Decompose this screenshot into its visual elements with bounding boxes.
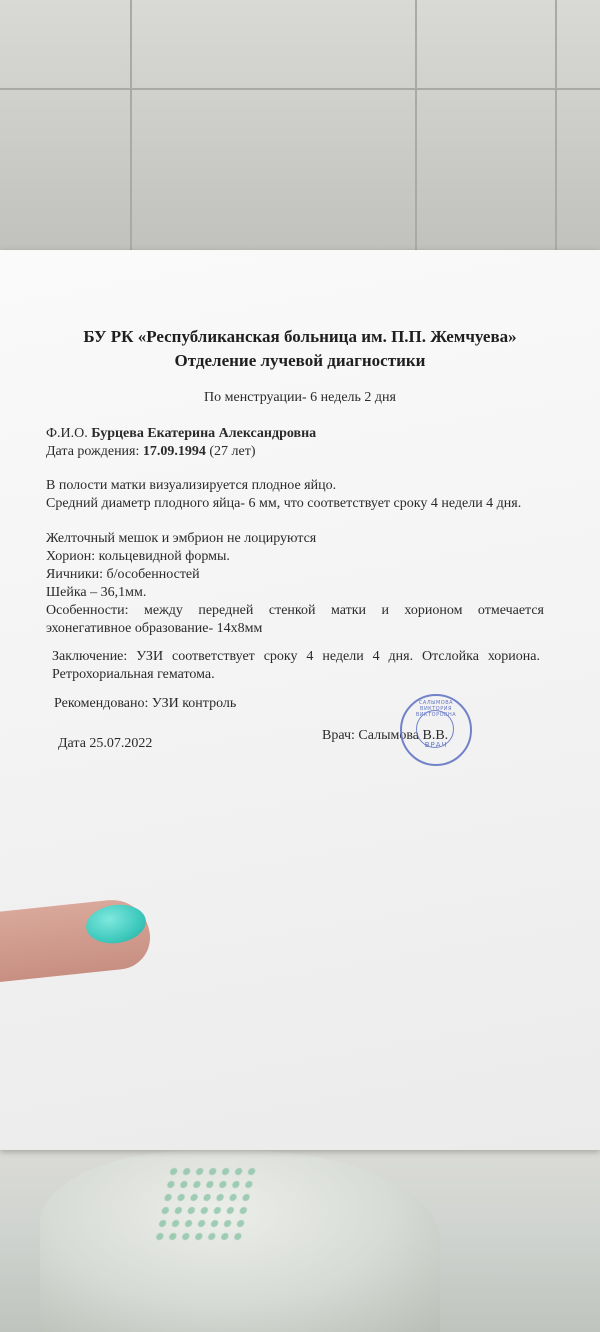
tile-grout bbox=[130, 0, 132, 260]
dob-label: Дата рождения: bbox=[46, 444, 140, 459]
patient-name-label: Ф.И.О. bbox=[46, 426, 88, 441]
finding-item: Яичники: б/особенностей bbox=[46, 567, 200, 582]
report-date: Дата 25.07.2022 bbox=[58, 736, 153, 751]
patient-name: Бурцева Екатерина Александровна bbox=[91, 426, 317, 441]
finding-item: Хорион: кольцевидной формы. bbox=[46, 549, 230, 564]
doctor-signature-line: Врач: Салымова В.В. bbox=[322, 728, 449, 743]
tile-grout bbox=[0, 88, 600, 90]
background-wall bbox=[0, 0, 600, 290]
finding-item: Средний диаметр плодного яйца- 6 мм, что соответствует сроку 4 недели 4 дня. bbox=[46, 496, 522, 511]
patient-name-line bbox=[46, 425, 544, 443]
menstrual-period: По менструации- 6 недель 2 дня bbox=[204, 390, 396, 405]
institution-title: БУ РК «Республиканская больница им. П.П. Жемчуева» bbox=[83, 327, 517, 346]
stamp-label: ВРАЧ bbox=[424, 741, 448, 749]
bag-dot-pattern bbox=[151, 1165, 258, 1245]
finding-item: Особенности: между передней стенкой матки и хорионом отмечается эхонегативное образование- 14х8мм bbox=[46, 603, 544, 636]
department-title: Отделение лучевой диагностики bbox=[174, 351, 426, 370]
tile-grout bbox=[555, 0, 557, 260]
finding-item: Шейка – 36,1мм. bbox=[46, 585, 147, 600]
dob-value: 17.09.1994 bbox=[142, 444, 206, 459]
finding-item: В полости матки визуализируется плодное яйцо. bbox=[46, 478, 337, 493]
finding-item: Желточный мешок и эмбрион не лоцируются bbox=[46, 531, 317, 546]
conclusion: Заключение: УЗИ соответствует сроку 4 недели 4 дня. Отслойка хориона. Ретрохориальная гематома. bbox=[52, 649, 540, 682]
patient-age: (27 лет) bbox=[209, 444, 256, 459]
patient-dob-line bbox=[46, 443, 544, 461]
doctor-stamp bbox=[400, 694, 472, 766]
stamp-ring-text: САЛЫМОВА ВИКТОРИЯ ВИКТОРОВНА bbox=[415, 700, 457, 718]
tile-grout bbox=[415, 0, 417, 260]
recommendation: Рекомендовано: УЗИ контроль bbox=[54, 696, 237, 711]
